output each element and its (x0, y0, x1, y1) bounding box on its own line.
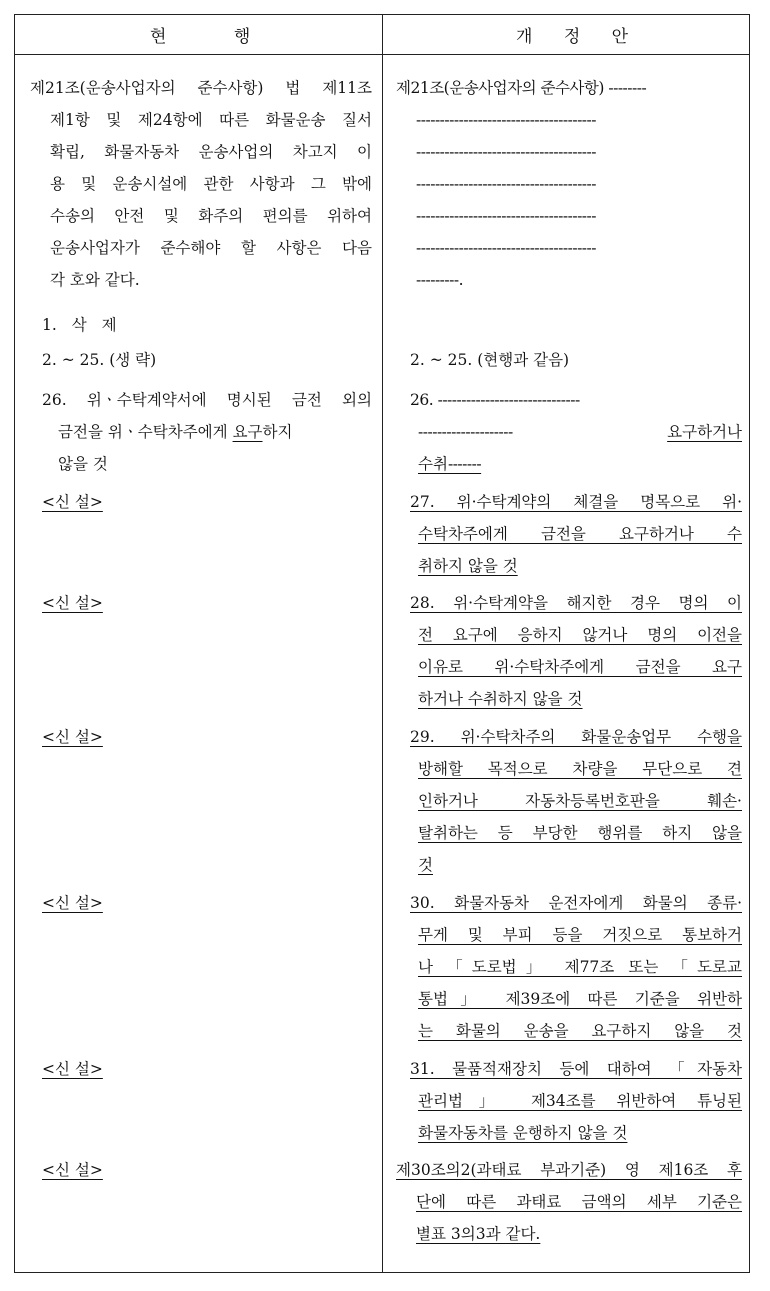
new-label-28: <신 설> (42, 594, 103, 612)
amendment-article-30-2: 제30조의2(과태료 부과기준) 영 제16조 후 단에 따른 과태료 금액의 세부 기준은 별표 3의3과 같다. (396, 1161, 742, 1243)
column-divider (382, 14, 383, 1273)
amendment-item-26: 26. ------------------------------ -------------------- 요구하거나 수취------- (410, 391, 742, 473)
current-item-2-25: 2. ~ 25. (생 략) (42, 351, 157, 369)
new-label-art30: <신 설> (42, 1161, 103, 1179)
header-amendment: 개 정 안 (516, 27, 629, 47)
amendment-item-31: 31. 물품적재장치 등에 대하여 「자동차 관리법」 제34조를 위반하여 튜닝된 화물자동차를 운행하지 않을 것 (410, 1060, 742, 1142)
current-item-1: 1. 삭 제 (42, 316, 117, 334)
new-label-31: <신 설> (42, 1060, 103, 1078)
current-article-title: 제21조(운송사업자의 준수사항) 법 제11조 (30, 79, 372, 97)
new-label-29: <신 설> (42, 728, 103, 746)
header-current: 현 행 (150, 27, 251, 47)
current-article-body: 제1항 및 제24항에 따른 화물운송 질서 확립, 화물자동차 운송사업의 차고지 이 용 및 운송시설에 관한 사항과 그 밖에 수송의 안전 및 화주의 편의를 위하여 운송사업자가 준수해야 할 사항은 다음 각 호와 같다. (50, 111, 372, 289)
current-item-26: 26. 위ㆍ수탁계약서에 명시된 금전 외의 금전을 위ㆍ수탁차주에게 요구하지 않을 것 (42, 391, 372, 473)
current-column (30, 72, 372, 296)
amendment-article: 제21조(운송사업자의 준수사항) -------- -------------------------------------- -------------------------------------- -------------------------------------- -------------------------------------- -------------------------------------- ---------. (396, 79, 647, 289)
amendment-item-30: 30. 화물자동차 운전자에게 화물의 종류· 무게 및 부피 등을 거짓으로 통보하거 나 「도로법」 제77조 또는 「도로교 통법」 제39조에 따른 기준을 위반하 는 화물의 운송을 요구하지 않을 것 (410, 894, 742, 1040)
new-label-30: <신 설> (42, 894, 103, 912)
new-label-27: <신 설> (42, 493, 103, 511)
amendment-item-28: 28. 위·수탁계약을 해지한 경우 명의 이 전 요구에 응하지 않거나 명의 이전을 이유로 위·수탁차주에게 금전을 요구 하거나 수취하지 않을 것 (410, 594, 742, 708)
amendment-item-29: 29. 위·수탁차주의 화물운송업무 수행을 방해할 목적으로 차량을 무단으로 견 인하거나 자동차등록번호판을 훼손· 탈취하는 등 부당한 행위를 하지 않을 것 (410, 728, 742, 874)
amendment-item-2-25: 2. ~ 25. (현행과 같음) (410, 351, 570, 369)
amendment-item-27: 27. 위·수탁계약의 체결을 명목으로 위· 수탁차주에게 금전을 요구하거나 수 취하지 않을 것 (410, 493, 742, 575)
